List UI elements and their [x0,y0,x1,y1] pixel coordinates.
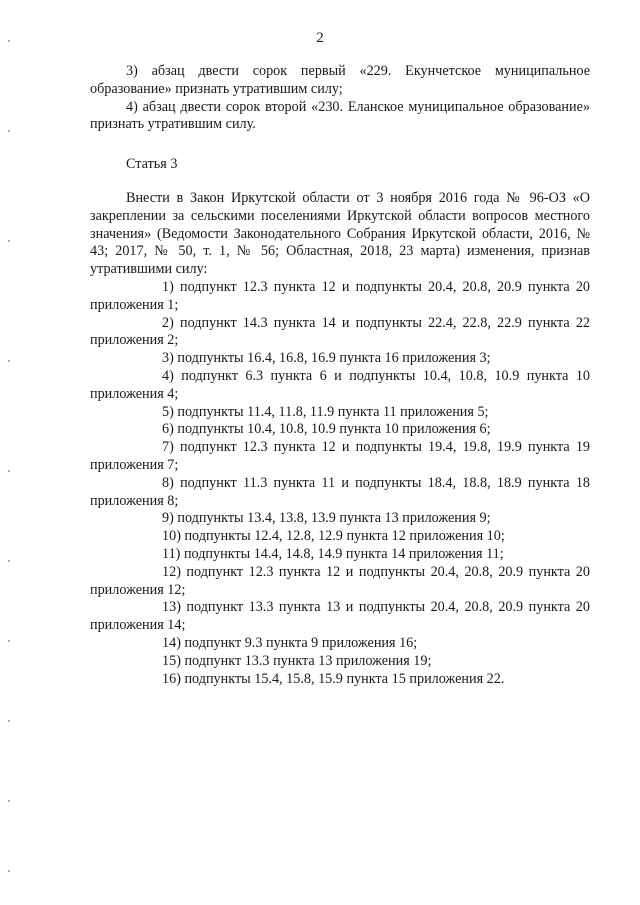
list-item-number: 14) [162,634,181,651]
list-item-number: 6) [162,421,174,438]
list-item-number: 10) [162,528,181,545]
list-item [90,546,590,564]
list-item-number: 9) [162,510,174,527]
list-item-number: 1) [162,278,174,295]
list-item-text: подпункт 11.3 пункта 11 и подпункты 18.4, 18.8, 18.9 пункта 18 приложения 8; [90,474,591,509]
list-item [90,653,590,671]
page-number: 2 [316,30,324,46]
list-item-number: 16) [162,670,181,687]
list-item-text: подпункты 16.4, 16.8, 16.9 пункта 16 приложения 3; [177,350,491,367]
article-heading: Статья 3 [126,156,178,173]
list-item [90,475,590,511]
list-item-text: подпункты 14.4, 14.8, 14.9 пункта 14 приложения 11; [183,545,504,562]
list-item [90,315,590,351]
list-item [90,279,590,315]
intro-paragraph-3: 3) абзац двести сорок первый «229. Екунчетское муниципальное образование» признать утратившим силу; [90,63,590,97]
list-item-text: подпункт 13.3 пункта 13 и подпункты 20.4, 20.8, 20.9 пункта 20 приложения 14; [90,599,590,634]
list-item [90,599,590,635]
document-body [90,63,590,688]
list-item-number: 4) [162,367,174,384]
list-item-text: подпункт 14.3 пункта 14 и подпункты 22.4, 22.8, 22.9 пункта 22 приложения 2; [90,314,591,349]
list-item-number: 3) [162,350,174,367]
list-item [90,439,590,475]
list-item-text: подпункты 12.4, 12.8, 12.9 пункта 12 приложения 10; [184,528,505,545]
list-item-text: подпункты 10.4, 10.8, 10.9 пункта 10 приложения 6; [177,421,491,438]
list-item-number: 2) [162,314,174,331]
list-item-number: 5) [162,403,174,420]
amendment-list [90,279,590,688]
list-item-number: 15) [162,652,181,669]
list-item-text: подпункт 13.3 пункта 13 приложения 19; [184,652,432,669]
list-item-text: подпункты 11.4, 11.8, 11.9 пункта 11 приложения 5; [177,403,489,420]
list-item [90,421,590,439]
list-item-text: подпункт 12.3 пункта 12 и подпункты 19.4, 19.8, 19.9 пункта 19 приложения 7; [90,439,591,473]
intro-paragraph-4: 4) абзац двести сорок второй «230. Еланское муниципальное образование» признать утратившим силу. [90,98,590,133]
list-item [90,350,590,368]
article-intro-paragraph: Внести в Закон Иркутской области от 3 ноября 2016 года № 96-ОЗ «О закреплении за сельскими поселениями Иркутской области вопросов местного значения» (Ведомости Законодательного Собрания Иркутской области, 2016, № 43; 2017, № 50, т. 1, № 56; Областная, 2018, 23 марта) изменения, признав утратившими силу: [90,189,590,278]
list-item-number: 7) [162,439,174,456]
list-item-number: 12) [162,563,181,580]
list-item [90,635,590,653]
list-item [90,404,590,422]
list-item [90,671,590,689]
scan-margin-marks [8,0,12,905]
list-item-number: 13) [162,599,181,616]
list-item [90,564,590,600]
list-item [90,528,590,546]
list-item-text: подпункт 12.3 пункта 12 и подпункты 20.4, 20.8, 20.9 пункта 20 приложения 1; [90,278,591,313]
list-item-text: подпункты 13.4, 13.8, 13.9 пункта 13 приложения 9; [177,510,491,527]
list-item [90,510,590,528]
list-item-number: 11) [162,545,181,562]
list-item-text: подпункт 9.3 пункта 9 приложения 16; [184,634,418,651]
list-item [90,368,590,404]
list-item-text: подпункты 15.4, 15.8, 15.9 пункта 15 приложения 22. [184,670,505,687]
list-item-text: подпункт 12.3 пункта 12 и подпункты 20.4, 20.8, 20.9 пункта 20 приложения 12; [90,563,590,598]
list-item-text: подпункт 6.3 пункта 6 и подпункты 10.4, 10.8, 10.9 пункта 10 приложения 4; [90,367,591,402]
list-item-number: 8) [162,474,174,491]
